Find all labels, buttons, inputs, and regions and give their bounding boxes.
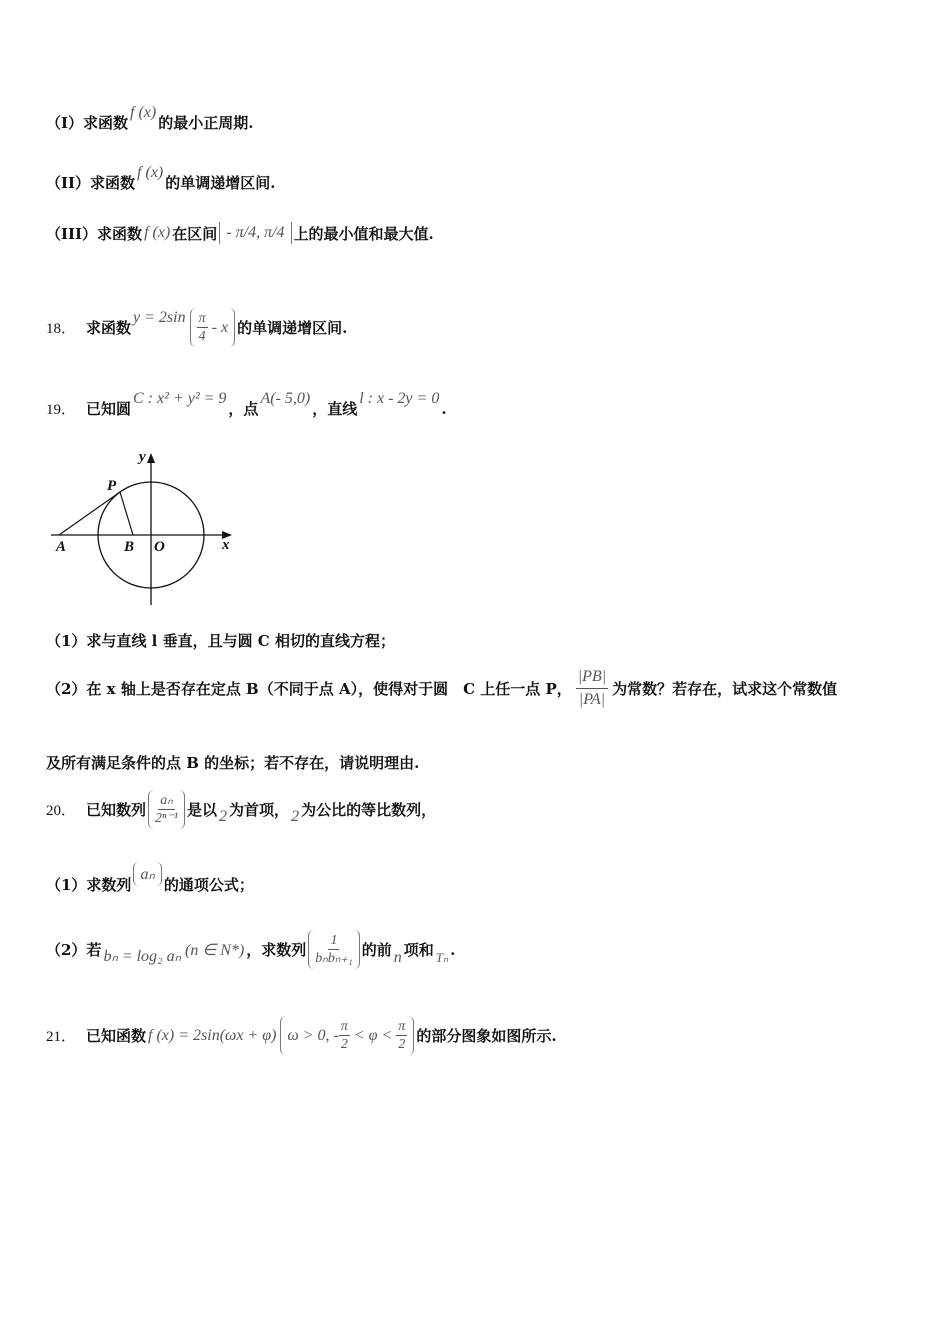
- q19-part2-cont: [46, 752, 419, 773]
- q19-circle: C : x² + y² = 9: [133, 389, 227, 407]
- q20-label: 已知数列: [86, 801, 147, 819]
- q20-seq-den: 2ⁿ⁻¹: [155, 811, 179, 826]
- q20-seq-num: aₙ: [160, 793, 173, 808]
- q19-ratio-num: |PB|: [576, 666, 608, 689]
- q17-p1-tail: 的最小正周期.: [158, 114, 254, 132]
- q18: [46, 308, 347, 347]
- q18-argument: [190, 308, 235, 347]
- q18-label: 求函数: [86, 319, 132, 337]
- q17-p2-label: （II）求函数: [46, 174, 136, 192]
- q21-frac1-num: π: [340, 1019, 348, 1034]
- q17-part1: [46, 103, 254, 133]
- q21-frac1: [339, 1018, 350, 1053]
- q19: [46, 389, 447, 419]
- q21-label: 已知函数: [86, 1027, 147, 1045]
- q19-p2-text-c: 及所有满足条件的点 B 的坐标；若不存在，请说明理由.: [46, 754, 420, 772]
- q19-sep1: ，点: [228, 400, 259, 418]
- q19-part1: [46, 630, 395, 651]
- q20-seq-fraction: [155, 792, 178, 827]
- q20-p2-cond: (n ∈ N*): [185, 941, 245, 959]
- q20-p2-fraction: [315, 932, 352, 967]
- q19-p2-text-b: 为常数？若存在，试求这个常数值: [612, 680, 838, 698]
- q18-expr: y = 2sin: [133, 308, 186, 326]
- q20-p2-frac-num: 1: [330, 933, 338, 948]
- q17-part3: [46, 222, 434, 244]
- q20-p2-sequence: [308, 930, 359, 969]
- q17-p3-mid: 在区间: [172, 224, 218, 243]
- q17-p1-func: f (x): [130, 103, 157, 121]
- q19-p2-text-a: （2）在 x 轴上是否存在定点 B（不同于点 A），使得对于圆 C 上任一点 P，: [46, 680, 572, 698]
- q21-cond-a: ω > 0, -: [287, 1026, 339, 1044]
- q19-p1-text: （1）求与直线 l 垂直，且与圆 C 相切的直线方程；: [46, 632, 395, 650]
- q20-p1-tail: 的通项公式；: [163, 875, 254, 894]
- q19-number: 19．: [46, 402, 77, 418]
- q21-frac1-den: 2: [340, 1037, 348, 1052]
- q20-part1: [46, 866, 254, 896]
- q20-p1-label: （1）求数列: [46, 875, 132, 894]
- label-p: P: [107, 478, 117, 494]
- q21-frac2: [396, 1018, 407, 1053]
- q20-sequence: [148, 790, 185, 829]
- q20-p2-T: Tₙ: [435, 949, 449, 965]
- q20-mid1: 是以: [187, 801, 218, 819]
- q20-p2-label: （2）若: [46, 941, 102, 959]
- q20-tail: 为公比的等比数列，: [301, 801, 437, 819]
- q20-p2-expr: bₙ = log₂ aₙ: [103, 947, 181, 965]
- q19-end: .: [441, 399, 447, 418]
- q20-p1-seq: aₙ: [133, 862, 161, 886]
- q19-ratio-den: |PA|: [578, 691, 606, 708]
- q20: [46, 790, 436, 829]
- label-y: y: [139, 449, 146, 465]
- q17-p3-interval: - π/4 , π/4: [219, 222, 291, 244]
- q17-p3-label: （III）求函数: [46, 224, 143, 243]
- label-b: B: [124, 539, 135, 555]
- q17-p3-hi: π/4: [264, 224, 285, 241]
- y-axis-arrow: [147, 453, 155, 463]
- q21-lt: < φ <: [353, 1026, 393, 1044]
- q20-mid2: 为首项，: [229, 801, 290, 819]
- q21-expr: f (x) = 2sin(ωx + φ): [148, 1026, 277, 1044]
- q18-arg-rest: - x: [211, 318, 229, 336]
- label-x: x: [222, 537, 230, 553]
- q21-frac2-den: 2: [398, 1037, 406, 1052]
- q19-label: 已知圆: [86, 400, 132, 418]
- q20-ratio: 2: [291, 807, 300, 825]
- q20-p2-mid3: 项和: [403, 941, 434, 959]
- q20-number: 20．: [46, 803, 77, 819]
- q20-part2: [46, 930, 455, 969]
- q17-p1-label: （I）求函数: [46, 114, 129, 132]
- q18-arg-num: π: [198, 311, 206, 326]
- segment-pb: [120, 492, 133, 535]
- q19-line: l : x - 2y = 0: [359, 389, 440, 407]
- q21: [46, 1016, 557, 1055]
- q17-p2-func: f (x): [137, 163, 164, 181]
- segment-ap: [59, 492, 120, 535]
- q18-arg-den: 4: [198, 329, 206, 344]
- q20-p2-n: n: [393, 948, 402, 966]
- q20-p2-end: .: [450, 940, 456, 959]
- q19-figure: [46, 445, 246, 610]
- q19-sep2: ，直线: [312, 400, 358, 418]
- q21-tail: 的部分图象如图所示.: [416, 1027, 557, 1045]
- q18-number: 18．: [46, 321, 77, 337]
- q20-p2-frac-den: bₙbₙ₊₁: [315, 951, 353, 966]
- q18-arg-fraction: [197, 310, 208, 345]
- q21-frac2-num: π: [398, 1019, 406, 1034]
- q17-p3-func: f (x): [144, 224, 171, 241]
- q21-number: 21．: [46, 1029, 77, 1045]
- q19-part2: [46, 666, 837, 711]
- label-o: O: [154, 539, 165, 555]
- q19-ratio: [576, 666, 608, 711]
- q18-tail: 的单调递增区间.: [237, 319, 348, 337]
- q20-p2-mid2: 的前: [361, 941, 392, 959]
- q21-conditions: [280, 1016, 414, 1055]
- q17-p3-lo: - π/4: [226, 224, 257, 241]
- q17-p2-tail: 的单调递增区间.: [165, 174, 276, 192]
- q19-point: A(- 5,0): [260, 389, 311, 407]
- q20-first: 2: [219, 807, 228, 825]
- label-a: A: [56, 539, 67, 555]
- q20-p2-mid: ，求数列: [246, 941, 307, 959]
- q17-part2: [46, 163, 276, 193]
- q17-p3-tail: 上的最小值和最大值.: [293, 224, 434, 243]
